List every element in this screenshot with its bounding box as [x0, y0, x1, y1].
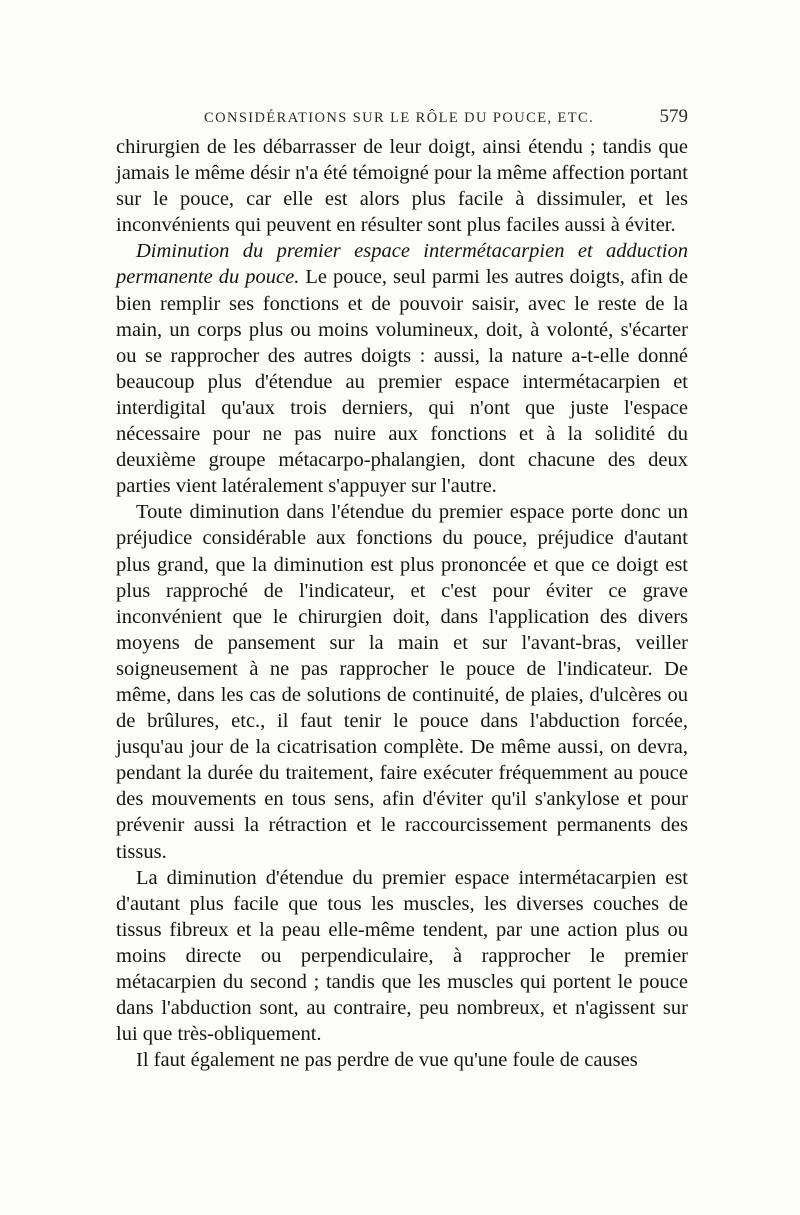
paragraph-text: Toute diminution dans l'étendue du premier espace porte donc un préjudice considérable aux fonctions du pouce, préjudice d'autant plus grand, que la diminution est plus prononcée et que ce doigt est plus rapproché de l'indicateur, et c'est pour éviter ce grave inconvénient que le chirurgien doit, dans l'application des divers moyens de pansement sur la main et sur l'avant-bras, veiller soigneusement à ne pas rapprocher le pouce de l'indicateur. De même, dans les cas de solutions de continuité, de plaies, d'ulcères ou de brûlures, etc., il faut tenir le pouce dans l'abduction forcée, jusqu'au jour de la cicatrisation complète. De même aussi, on devra, pendant la durée du traitement, faire exécuter fréquemment au pouce des mouvements en tous sens, afin d'éviter qu'il s'ankylose et pour prévenir aussi la rétraction et le raccourcissement permanents des tissus. — [116, 501, 688, 863]
paragraph-text: La diminution d'étendue du premier espace intermétacarpien est d'autant plus facile que tous les muscles, les diverses couches de tissus fibreux et la peau elle-même tendent, par une action plus ou moins directe ou perpendiculaire, à rapprocher le premier métacarpien du second ; tandis que les muscles qui portent le pouce dans l'abduction sont, au contraire, peu nombreux, et n'agissent sur lui que très-obliquement. — [116, 866, 688, 1046]
paragraph — [116, 1047, 688, 1073]
paragraph — [116, 865, 688, 1048]
paragraph — [116, 499, 688, 864]
paragraph-text: chirurgien de les débarrasser de leur doigt, ainsi étendu ; tandis que jamais le même désir n'a été témoigné pour la même affection portant sur le pouce, car elle est alors plus facile à dissimuler, et les inconvénients qui peuvent en résulter sont plus faciles aussi à éviter. — [116, 136, 688, 237]
paragraph-text: Il faut également ne pas perdre de vue qu'une foule de causes — [136, 1049, 638, 1072]
paragraph-continuation — [116, 134, 688, 238]
paragraph-text: Le pouce, seul parmi les autres doigts, afin de bien remplir ses fonctions et de pouvoir saisir, avec le reste de la main, un corps plus ou moins volumineux, doit, à volonté, s'écarter ou se rapprocher des autres doigts : aussi, la nature a-t-elle donné beaucoup plus d'étendue au premier espace intermétacarpien et interdigital qu'aux trois derniers, qui n'ont que juste l'espace nécessaire pour ne pas nuire aux fonctions et à la solidité du deuxième groupe métacarpo-phalangien, dont chacune des deux parties vient latéralement s'appuyer sur l'autre. — [116, 266, 689, 498]
page-header — [116, 104, 688, 134]
body-text — [116, 134, 688, 1073]
page-number: 579 — [659, 106, 688, 127]
running-head: CONSIDÉRATIONS SUR LE RÔLE DU POUCE, ETC. — [204, 110, 595, 126]
paragraph-section — [116, 238, 688, 499]
section-heading: Diminution du premier espace intermétacarpien et adduction permanente du pouce. — [116, 240, 688, 289]
